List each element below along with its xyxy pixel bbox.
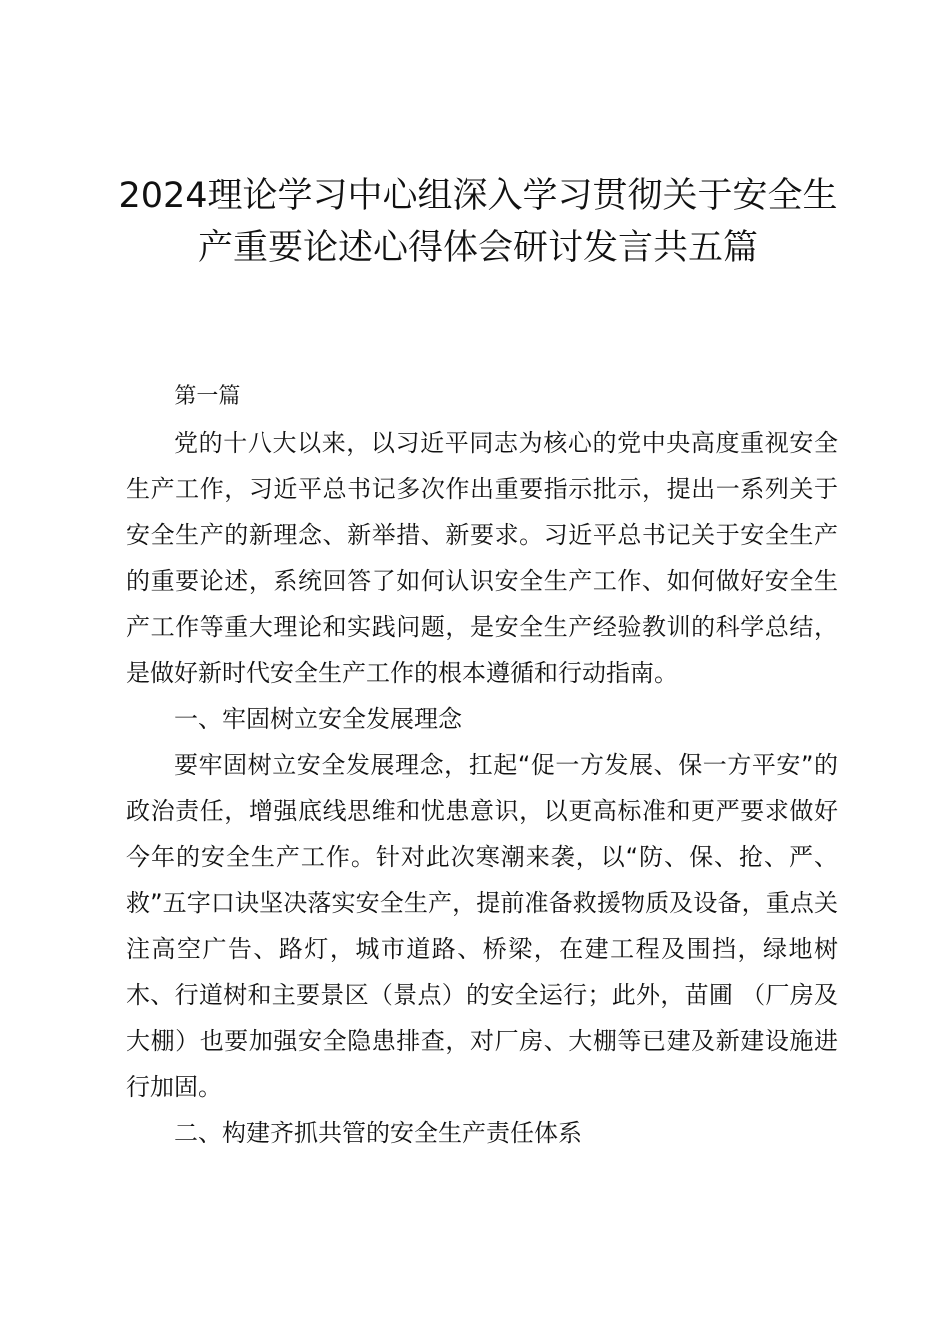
section-heading-1: 一、牢固树立安全发展理念 (174, 705, 462, 733)
section-label: 第一篇 (174, 384, 241, 409)
paragraph-1: 要牢固树立安全发展理念，扛起“促一方发展、保一方平安”的政治责任，增强底线思维和忧患意识，以更高标准和更严要求做好今年的安全生产工作。针对此次寒潮来袭，以“防、保、抢、严、救”五字口诀坚决落实安全生产，提前准备救援物质及设备，重点关注高空广告、路灯，城市道路、桥梁，在建工程及围挡，绿地树木、行道树和主要景区（景点）的安全运行；此外，苗圃 （厂房及大棚）也要加强安全隐患排查，对厂房、大棚等已建及新建设施进行加固。 (126, 751, 838, 1101)
intro-paragraph: 党的十八大以来，以习近平同志为核心的党中央高度重视安全生产工作，习近平总书记多次作出重要指示批示，提出一系列关于安全生产的新理念、新举措、新要求。习近平总书记关于安全生产的重要论述，系统回答了如何认识安全生产工作、如何做好安全生产工作等重大理论和实践问题，是安全生产经验教训的科学总结，是做好新时代安全生产工作的根本遵循和行动指南。 (126, 429, 838, 687)
document-body (126, 374, 838, 1156)
document-title: 2024理论学习中心组深入学习贯彻关于安全生产重要论述心得体会研讨发言共五篇 (118, 176, 838, 268)
section-heading-2: 二、构建齐抓共管的安全生产责任体系 (174, 1119, 582, 1147)
